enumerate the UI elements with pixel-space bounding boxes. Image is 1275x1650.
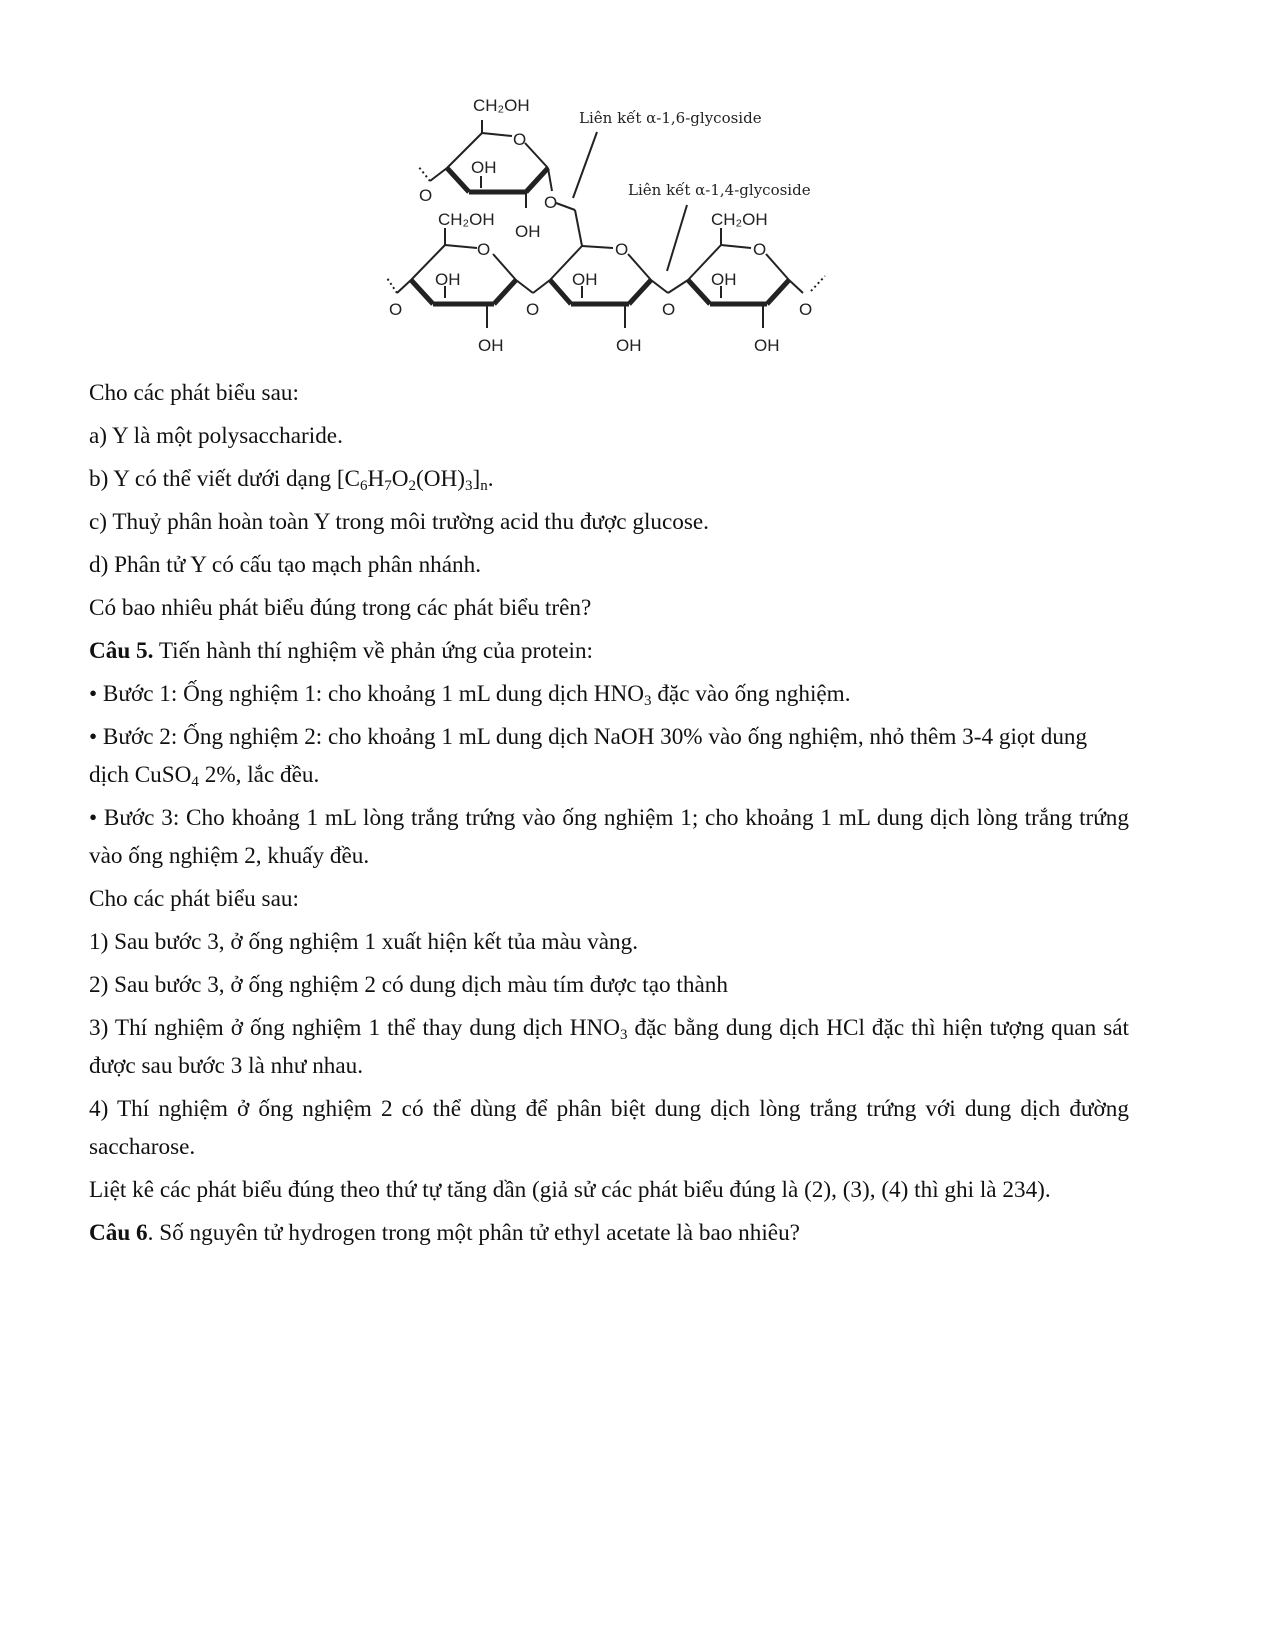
q6-text: . Số nguyên tử hydrogen trong một phân tử ethyl acetate là bao nhiêu? (147, 1220, 800, 1246)
q4-statement-b (89, 460, 1129, 498)
glycogen-structure-figure (385, 88, 835, 363)
ch2oh-right-label: CH₂OH (711, 210, 768, 229)
step2-text: • Bước 2: Ống nghiệm 2: cho khoảng 1 mL dung dịch NaOH 30% vào ống nghiệm, nhỏ thêm 3-4 giọt dung dịch CuSO (89, 724, 1088, 788)
b-text-bracket: ] (472, 466, 481, 492)
q5-step-3: • Bước 3: Cho khoảng 1 mL lòng trắng trứng vào ống nghiệm 1; cho khoảng 1 mL dung dịch lòng trắng trứng vào ống nghiệm 2, khuấy đều. (89, 805, 1129, 869)
b-sub-4: 3 (464, 478, 473, 494)
alpha-1-4-label: Liên kết α-1,4-glycoside (628, 181, 811, 199)
ch2oh-left-label: CH₂OH (438, 210, 495, 229)
b-text-o: O (391, 466, 409, 492)
oh-right-ring: OH (711, 270, 737, 289)
q5-statement-1: 1) Sau bước 3, ở ống nghiệm 1 xuất hiện kết tủa màu vàng. (89, 929, 639, 955)
step1-sub: 3 (644, 693, 652, 709)
step1-text: • Bước 1: Ống nghiệm 1: cho khoảng 1 mL dung dịch HNO (89, 681, 645, 707)
b-sub-2: 7 (384, 478, 392, 494)
b-text-oh: (OH) (416, 466, 465, 492)
ring-oxygen-top: O (513, 130, 527, 149)
q5-intro: Tiến hành thí nghiệm về phản ứng của protein: (153, 638, 593, 664)
q5-label: Câu 5. (89, 638, 154, 664)
glycogen-structure-svg (385, 88, 835, 363)
q5-intro-2: Cho các phát biểu sau: (89, 886, 299, 912)
b-sub-3: 2 (408, 478, 417, 494)
oh-mid-bottom: OH (616, 336, 642, 355)
b-sub-n: n (480, 478, 488, 494)
oh-left-bottom: OH (478, 336, 504, 355)
document-body (89, 374, 1129, 1257)
ring-oxygen-mid: O (615, 240, 629, 259)
oh-top-bottom: OH (515, 222, 541, 241)
b-text-end: . (487, 466, 494, 492)
q5-step-2 (89, 718, 1129, 794)
s3-sub: 3 (620, 1027, 628, 1043)
oh-top-ring: OH (471, 158, 497, 177)
ring-oxygen-right: O (753, 240, 767, 259)
alpha-1-6-label: Liên kết α-1,6-glycoside (579, 109, 762, 127)
s3-text: 3) Thí nghiệm ở ống nghiệm 1 thể thay dung dịch HNO (89, 1015, 621, 1041)
ring-oxygen-left: O (477, 240, 491, 259)
o-right-end: O (799, 300, 813, 319)
step1-end: đặc vào ống nghiệm. (651, 681, 851, 707)
b-text-h: H (367, 466, 385, 492)
ch2oh-top-label: CH₂OH (473, 96, 530, 115)
q5-step-1 (89, 675, 1129, 713)
o-left-end: O (389, 300, 403, 319)
oh-right-bottom: OH (754, 336, 780, 355)
q6-heading (89, 1214, 1129, 1252)
q4-intro: Cho các phát biểu sau: (89, 380, 299, 406)
oh-left-ring: OH (435, 270, 461, 289)
q5-heading (89, 632, 1129, 670)
q5-statement-3 (89, 1009, 1129, 1085)
q4-statement-a: a) Y là một polysaccharide. (89, 423, 343, 449)
q5-instruction: Liệt kê các phát biểu đúng theo thứ tự tăng dần (giả sử các phát biểu đúng là (2), (3), (4) thì ghi là 234). (89, 1177, 1051, 1203)
o-mid-right: O (662, 300, 676, 319)
q5-statement-2: 2) Sau bước 3, ở ống nghiệm 2 có dung dịch màu tím được tạo thành (89, 972, 728, 998)
o-top-right: O (544, 193, 558, 212)
s3-end: đặc bằng dung dịch HCl đặc thì hiện tượng quan sát được sau bước 3 là như nhau. (89, 1015, 1129, 1079)
q4-statement-c: c) Thuỷ phân hoàn toàn Y trong môi trường acid thu được glucose. (89, 509, 709, 535)
oh-mid-ring: OH (572, 270, 598, 289)
q4-question: Có bao nhiêu phát biểu đúng trong các phát biểu trên? (89, 595, 592, 621)
b-sub-1: 6 (360, 478, 368, 494)
o-top-left: O (419, 186, 433, 205)
q4-statement-d: d) Phân tử Y có cấu tạo mạch phân nhánh. (89, 552, 482, 578)
step2-sub: 4 (191, 774, 199, 790)
q5-statement-4: 4) Thí nghiệm ở ống nghiệm 2 có thể dùng để phân biệt dung dịch lòng trắng trứng với dung dịch đường saccharose. (89, 1096, 1129, 1160)
step2-end: 2%, lắc đều. (198, 762, 320, 788)
b-text: b) Y có thể viết dưới dạng [C (89, 466, 361, 492)
o-left-mid: O (526, 300, 540, 319)
q6-label: Câu 6 (89, 1220, 148, 1246)
